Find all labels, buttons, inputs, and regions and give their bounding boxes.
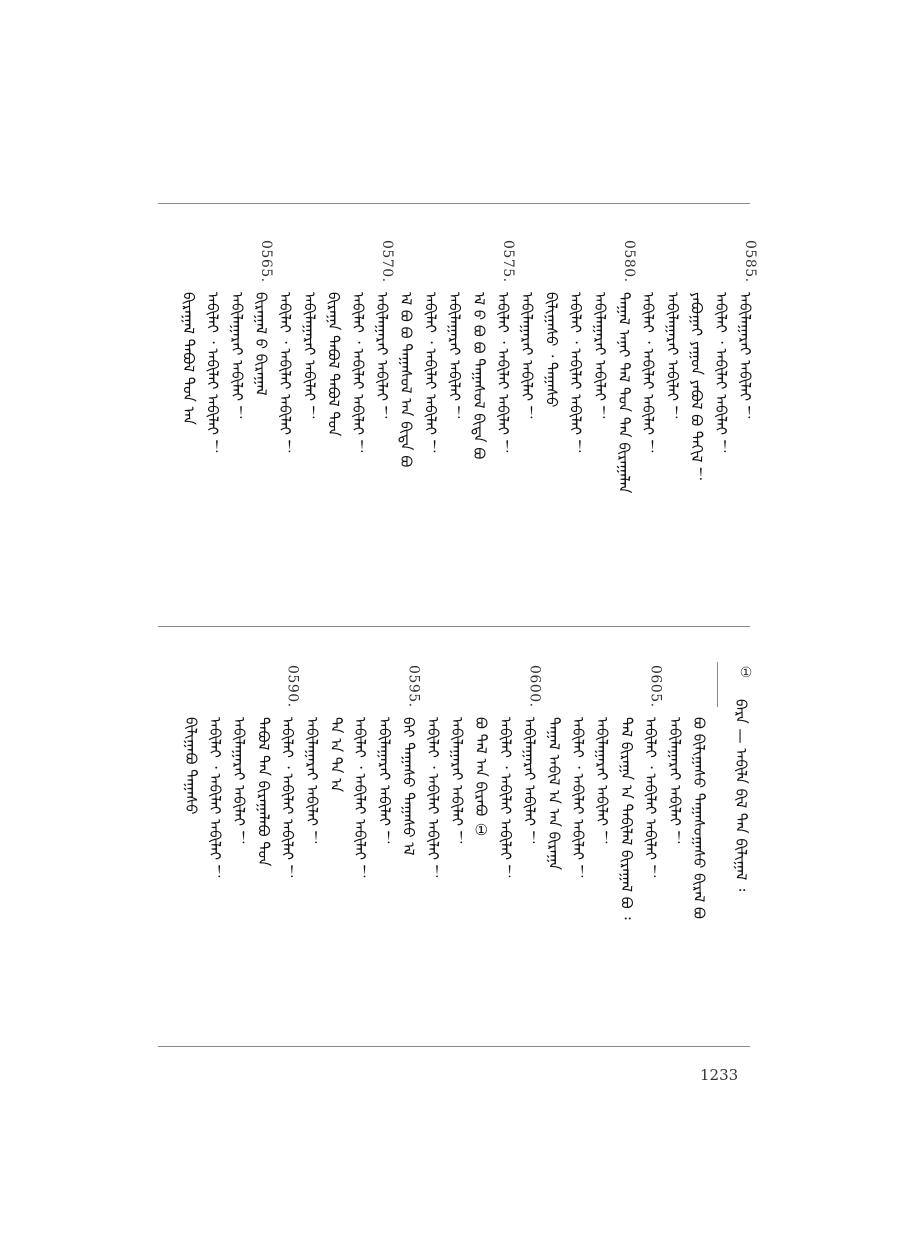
verse-line: ᠠᠪᠢᠯᠠᠢ ᠂ ᠠᠪᠢᠯᠠᠢ ᠠᠪᠢᠯᠠᠢ ！ — [348, 292, 367, 455]
verse-line: ᠲᠠ ᠠ ᠲᠠ ᠠ — [327, 717, 345, 793]
line-number — [393, 240, 419, 290]
line-number — [420, 665, 446, 715]
line-number — [321, 240, 347, 290]
verse-line: ᠡᠯ ᠪᠤ ᠪᠤ ᠲᠠᠭᠠᠰᠤᠯ ᠠᠨ ᠪᠢᠳᠡ ᠪᠤ — [397, 292, 416, 468]
verse-line: ᠠᠪᠢᠯᠠᠢ ᠂ ᠠᠪᠢᠯᠠᠢ ᠠᠪᠢᠯᠠᠢ ！ — [206, 717, 224, 880]
line-number — [202, 665, 228, 715]
verse-line: ᠠᠪᠢᠯᠠᠢ ᠂ ᠠᠪᠢᠯᠠᠢ ᠠᠪᠢᠯᠠᠢ ！ — [351, 717, 370, 880]
middle-rule — [158, 626, 750, 627]
verse-line: ᠠᠪᠢᠯᠠᠢ ᠂ ᠠᠪᠢᠯᠠᠢ ᠠᠪᠢᠯᠠᠢ ！ — [641, 717, 660, 880]
verse-line: ᠠᠪᠢᠯᠠᠢ ᠂ ᠠᠪᠢᠯᠠᠢ ᠠᠪᠢᠯᠠᠢ ！ — [203, 292, 222, 455]
verse-line: ᠡᠯ ᠪ ᠪᠤ ᠪᠤ ᠲᠠᠭᠠᠰᠤᠯ ᠪᠢᠳᠡ ᠪᠤ — [469, 292, 488, 460]
line-number — [345, 240, 371, 290]
line-number — [684, 240, 710, 290]
line-number: 0570. — [379, 240, 395, 283]
line-number — [492, 665, 518, 715]
line-number — [541, 665, 567, 715]
line-number — [686, 665, 712, 715]
verse-line: ᠪᠢᠷᠠᠭᠠᠯ ᠲᠠᠪᠤᠯ ᠲᠤᠨ ᠠᠨ — [179, 292, 198, 425]
footnote-text: ᠪᠠᠷᠠ — ᠠᠪᠢᠯᠠ ᠪᠢᠯ ᠲᠠᠨ ᠪᠢᠯᠢᠭᠠᠯ ᠄ — [732, 699, 750, 892]
line-number — [635, 240, 661, 290]
verse-line: ᠠᠪᠢᠯᠠᠭᠠᠷᠠᠢ ᠠᠪᠢᠯᠠᠢ ！ — [448, 717, 466, 846]
verse-line: ᠪᠠᠢ ᠲᠠᠭᠠᠰᠤ ᠲᠠᠭᠠᠰᠤ ᠡᠯ — [399, 717, 418, 856]
line-number — [371, 665, 397, 715]
verse-line: ᠠᠪᠢᠯᠠᠭᠠᠷᠠᠢ ᠠᠪᠢᠯᠠᠢ ！ — [300, 292, 319, 421]
line-number — [442, 240, 468, 290]
line-number — [563, 240, 589, 290]
line-number: 0600. — [526, 665, 543, 708]
line-number — [514, 240, 540, 290]
verse-line: ᠠᠪᠢᠯᠠᠢ ᠂ ᠠᠪᠢᠯᠠᠢ ᠠᠪᠢᠯᠠᠢ ！ — [421, 292, 440, 455]
verse-line: ᠠᠪᠢᠯᠠᠢ ᠂ ᠠᠪᠢᠯᠠᠢ ᠠᠪᠢᠯᠠᠢ ！ — [711, 292, 730, 455]
verse-line: ᠲᠠᠭᠠᠯ ᠠᠨᠠᠢ ᠲᠡᠯ ᠲᠤᠨ ᠲᠠᠨ ᠪᠢᠷᠠᠭᠠᠯᠠᠨ — [615, 292, 633, 494]
line-number: 0565. — [258, 240, 274, 283]
footnote-rule — [717, 662, 718, 707]
verse-line: ᠶᠠᠪᠤᠭᠠᠢ ᠶᠠᠭᠤᠨ ᠶᠠᠪᠤᠯ ᠪᠤ ᠲᠠᠬᠢᠯ ！ — [687, 292, 706, 483]
line-number — [175, 240, 201, 290]
footnote-marker: ① — [738, 665, 754, 682]
verse-line: ᠲᠠᠯ ᠪᠢᠷᠠᠭᠠ ᠠ ᠲᠠᠪᠢᠯᠠᠯ ᠪᠢᠷᠠᠭᠠᠯ ᠪᠤ ᠄ — [617, 717, 636, 920]
line-number — [417, 240, 443, 290]
verse-line: ᠪᠤ ᠪᠢᠯᠢᠭᠠᠰᠤ ᠲᠠᠭᠠᠰᠤᠭᠠᠰᠤ ᠪᠢᠷᠠᠯ ᠪᠤ — [690, 717, 708, 919]
line-number: 0585. — [742, 240, 758, 283]
verse-line: ᠠᠪᠢᠯᠠᠢ ᠂ ᠠᠪᠢᠯᠠᠢ ᠠᠪᠢᠯᠠᠢ ！ — [423, 717, 442, 880]
line-number — [226, 665, 252, 715]
line-number: 0575. — [500, 240, 516, 283]
line-number — [662, 665, 688, 715]
verse-line: ᠠᠪᠢᠯᠠᠭᠠᠷᠠᠢ ᠠᠪᠢᠯᠠᠢ ！ — [665, 717, 684, 846]
verse-line: ᠠᠪᠢᠯᠠᠢ ᠂ ᠠᠪᠢᠯᠠᠢ ᠠᠪᠢᠯᠠᠢ ！ — [494, 292, 512, 455]
verse-line: ᠠᠪᠢᠯᠠᠢ ᠂ ᠠᠪᠢᠯᠠᠢ ᠠᠪᠢᠯᠠᠢ ！ — [639, 292, 658, 455]
line-number — [538, 240, 564, 290]
verse-line: ᠠᠪᠢᠯᠠᠢ ᠂ ᠠᠪᠢᠯᠠᠢ ᠠᠪᠢᠯᠠᠢ ！ — [276, 292, 295, 455]
top-rule — [158, 203, 750, 204]
verse-line: ᠠᠪᠢᠯᠠᠢ ᠂ ᠠᠪᠢᠯᠠᠢ ᠠᠪᠢᠯᠠᠢ ！ — [566, 292, 585, 455]
verse-line: ᠠᠪᠢᠯᠠᠭᠠᠷᠠᠢ ᠠᠪᠢᠯᠠᠢ ！ — [445, 292, 464, 421]
line-number — [587, 240, 613, 290]
line-number: 0595. — [405, 665, 422, 708]
line-number — [565, 665, 591, 715]
verse-line: ᠪᠢᠷᠠᠭᠠ ᠲᠠᠪᠤᠯ ᠲᠠᠪᠤᠯ ᠲᠤᠨ — [324, 292, 343, 437]
line-number — [466, 240, 492, 290]
line-number — [323, 665, 349, 715]
line-number — [468, 665, 494, 715]
line-number — [613, 665, 639, 715]
verse-line: ᠠᠪᠢᠯᠠᠭᠠᠷᠠᠢ ᠠᠪᠢᠯᠠᠢ ！ — [590, 292, 609, 421]
verse-line: ᠠᠪᠢᠯᠠᠭᠠᠷᠠᠢ ᠠᠪᠢᠯᠠᠢ ！ — [302, 717, 321, 846]
line-number — [444, 665, 470, 715]
line-number — [296, 240, 322, 290]
line-number: 0580. — [621, 240, 637, 283]
verse-line: ᠠᠪᠢᠯᠠᠭᠠᠷᠠᠢ ᠠᠪᠢᠯᠠᠢ ！ — [593, 717, 612, 846]
verse-line: ᠠᠪᠢᠯᠠᠭᠠᠷᠠᠢ ᠠᠪᠢᠯᠠᠢ ！ — [375, 717, 394, 846]
line-number: 0605. — [647, 665, 664, 708]
verse-line: ᠪᠤ ᠲᠠᠯ ᠠᠨ ᠪᠢᠷᠠᠪᠤ ① — [472, 717, 491, 839]
line-number — [589, 665, 615, 715]
line-number — [272, 240, 298, 290]
line-number — [299, 665, 325, 715]
verse-line: ᠠᠪᠢᠯᠠᠭᠠᠷᠠᠢ ᠠᠪᠢᠯᠠᠢ ！ — [520, 717, 539, 846]
verse-line: ᠪᠢᠯᠢᠭᠠᠪᠤ ᠲᠠᠭᠠᠰᠤ — [181, 717, 200, 815]
page-number: 1233 — [700, 1066, 739, 1084]
verse-line: ᠠᠪᠢᠯᠠᠭᠠᠷᠠᠢ ᠠᠪᠢᠯᠠᠢ ！ — [373, 292, 391, 421]
verse-line: ᠠᠪᠢᠯᠠᠭᠠᠷᠠᠢ ᠠᠪᠢᠯᠠᠢ ！ — [736, 292, 754, 421]
line-number — [250, 665, 276, 715]
line-number — [659, 240, 685, 290]
line-number — [347, 665, 373, 715]
verse-line: ᠠᠪᠢᠯᠠᠢ ᠂ ᠠᠪᠢᠯᠠᠢ ᠠᠪᠢᠯᠠᠢ ！ — [496, 717, 515, 880]
verse-line: ᠠᠪᠢᠯᠠᠭᠠᠷᠠᠢ ᠠᠪᠢᠯᠠᠢ ！ — [518, 292, 537, 421]
line-number — [708, 240, 734, 290]
verse-line: ᠪᠢᠷᠠᠭᠠᠯ ᠪ ᠪᠢᠷᠠᠭᠠᠯ — [252, 292, 270, 396]
line-number — [200, 240, 226, 290]
line-number — [178, 665, 204, 715]
verse-line: ᠲᠠᠭᠠᠯ ᠠᠪᠢᠯ ᠠ ᠠᠨ ᠪᠢᠷᠠᠭᠠ — [544, 717, 563, 870]
line-number — [224, 240, 250, 290]
verse-line: ᠠᠪᠢᠯᠠᠭᠠᠷᠠᠢ ᠠᠪᠢᠯᠠᠢ ！ — [230, 717, 249, 846]
verse-line: ᠲᠠᠪᠤᠯ ᠲᠠᠨ ᠪᠢᠷᠠᠭᠠᠯᠠᠪᠤ ᠲᠤᠨ — [254, 717, 273, 867]
verse-line: ᠠᠪᠢᠯᠠᠢ ᠂ ᠠᠪᠢᠯᠠᠢ ᠠᠪᠢᠯᠠᠢ ！ — [278, 717, 297, 880]
bottom-rule — [158, 1046, 750, 1047]
verse-line: ᠪᠢᠯᠢᠭᠠᠰᠤ ᠂ ᠲᠠᠭᠠᠰᠤ — [542, 292, 561, 408]
verse-line: ᠠᠪᠢᠯᠠᠭᠠᠷᠠᠢ ᠠᠪᠢᠯᠠᠢ ！ — [227, 292, 246, 421]
line-number: 0590. — [284, 665, 301, 708]
verse-line: ᠠᠪᠢᠯᠠᠢ ᠂ ᠠᠪᠢᠯᠠᠢ ᠠᠪᠢᠯᠠᠢ ！ — [569, 717, 587, 880]
bottom-verse-panel — [158, 665, 750, 1040]
verse-line: ᠠᠪᠢᠯᠠᠭᠠᠷᠠᠢ ᠠᠪᠢᠯᠠᠢ ！ — [663, 292, 682, 421]
top-verse-panel — [158, 240, 758, 620]
